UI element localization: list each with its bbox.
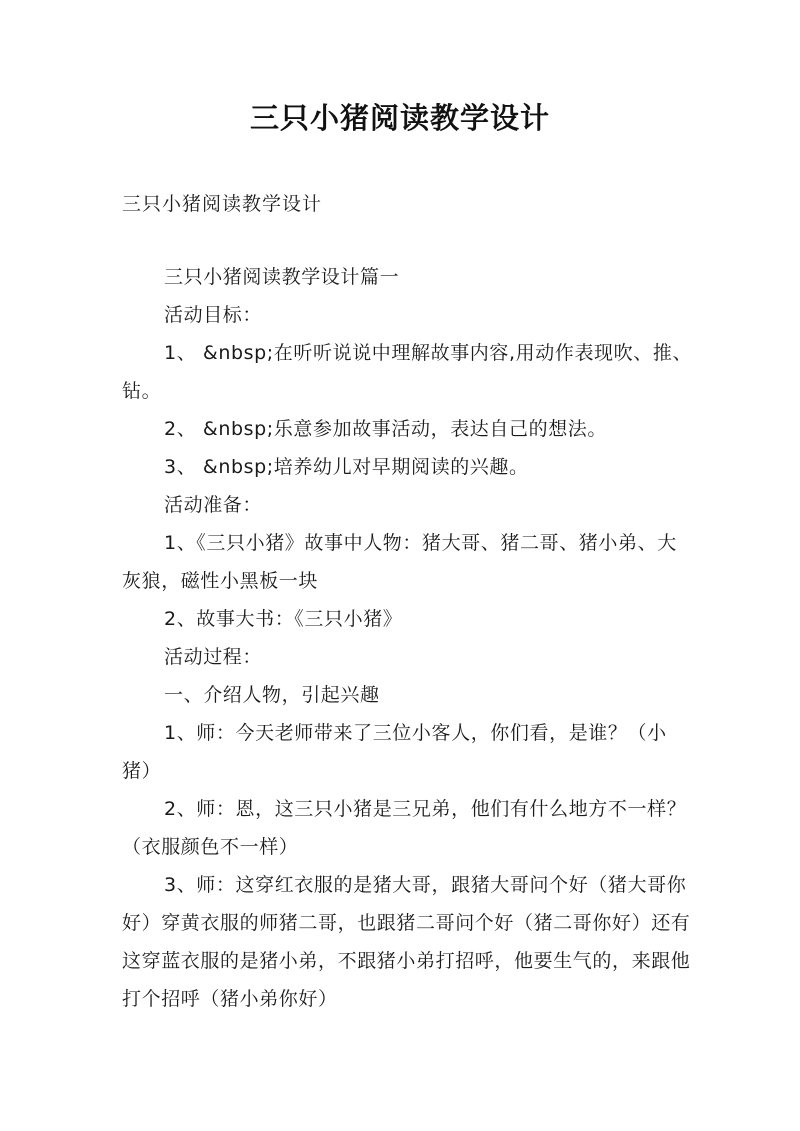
paragraph-prep-2: 2、故事大书：《三只小猪》 [164, 608, 403, 630]
paragraph-dialogue-1: 1、师：今天老师带来了三位小客人，你们看，是谁？（小猪） [122, 722, 667, 782]
paragraph-prep-1: 1、《三只小猪》故事中人物：猪大哥、猪二哥、猪小弟、大灰狼，磁性小黑板一块 [122, 532, 677, 592]
paragraph-process-step-1: 一、介绍人物，引起兴趣 [164, 684, 380, 706]
paragraph-dialogue-3: 3、师：这穿红衣服的是猪大哥，跟猪大哥问个好（猪大哥你好）穿黄衣服的师猪二哥，也跟猪二哥问个好（猪二哥你好）还有这穿蓝衣服的是猪小弟，不跟猪小弟打招呼，他要生气的，来跟他打个招呼（猪小弟你好） [122, 874, 691, 1010]
paragraph-goal-1: 1、 &nbsp;在听听说说中理解故事内容,用动作表现吹、推、钻。 [122, 342, 693, 402]
paragraph-goal-3: 3、 &nbsp;培养幼儿对早期阅读的兴趣。 [164, 456, 529, 478]
paragraph-goal-2: 2、 &nbsp;乐意参加故事活动，表达自己的想法。 [164, 418, 608, 440]
document-title: 三只小猪阅读教学设计 [249, 101, 550, 135]
paragraph-process-heading: 活动过程： [164, 646, 263, 668]
paragraph-section-heading: 三只小猪阅读教学设计篇一 [164, 266, 400, 288]
document-subtitle: 三只小猪阅读教学设计 [122, 193, 323, 215]
document-body [122, 258, 694, 1018]
paragraph-goals-heading: 活动目标： [164, 304, 263, 326]
paragraph-prep-heading: 活动准备： [164, 494, 263, 516]
paragraph-dialogue-2: 2、师：恩，这三只小猪是三兄弟，他们有什么地方不一样？（衣服颜色不一样） [122, 798, 687, 858]
